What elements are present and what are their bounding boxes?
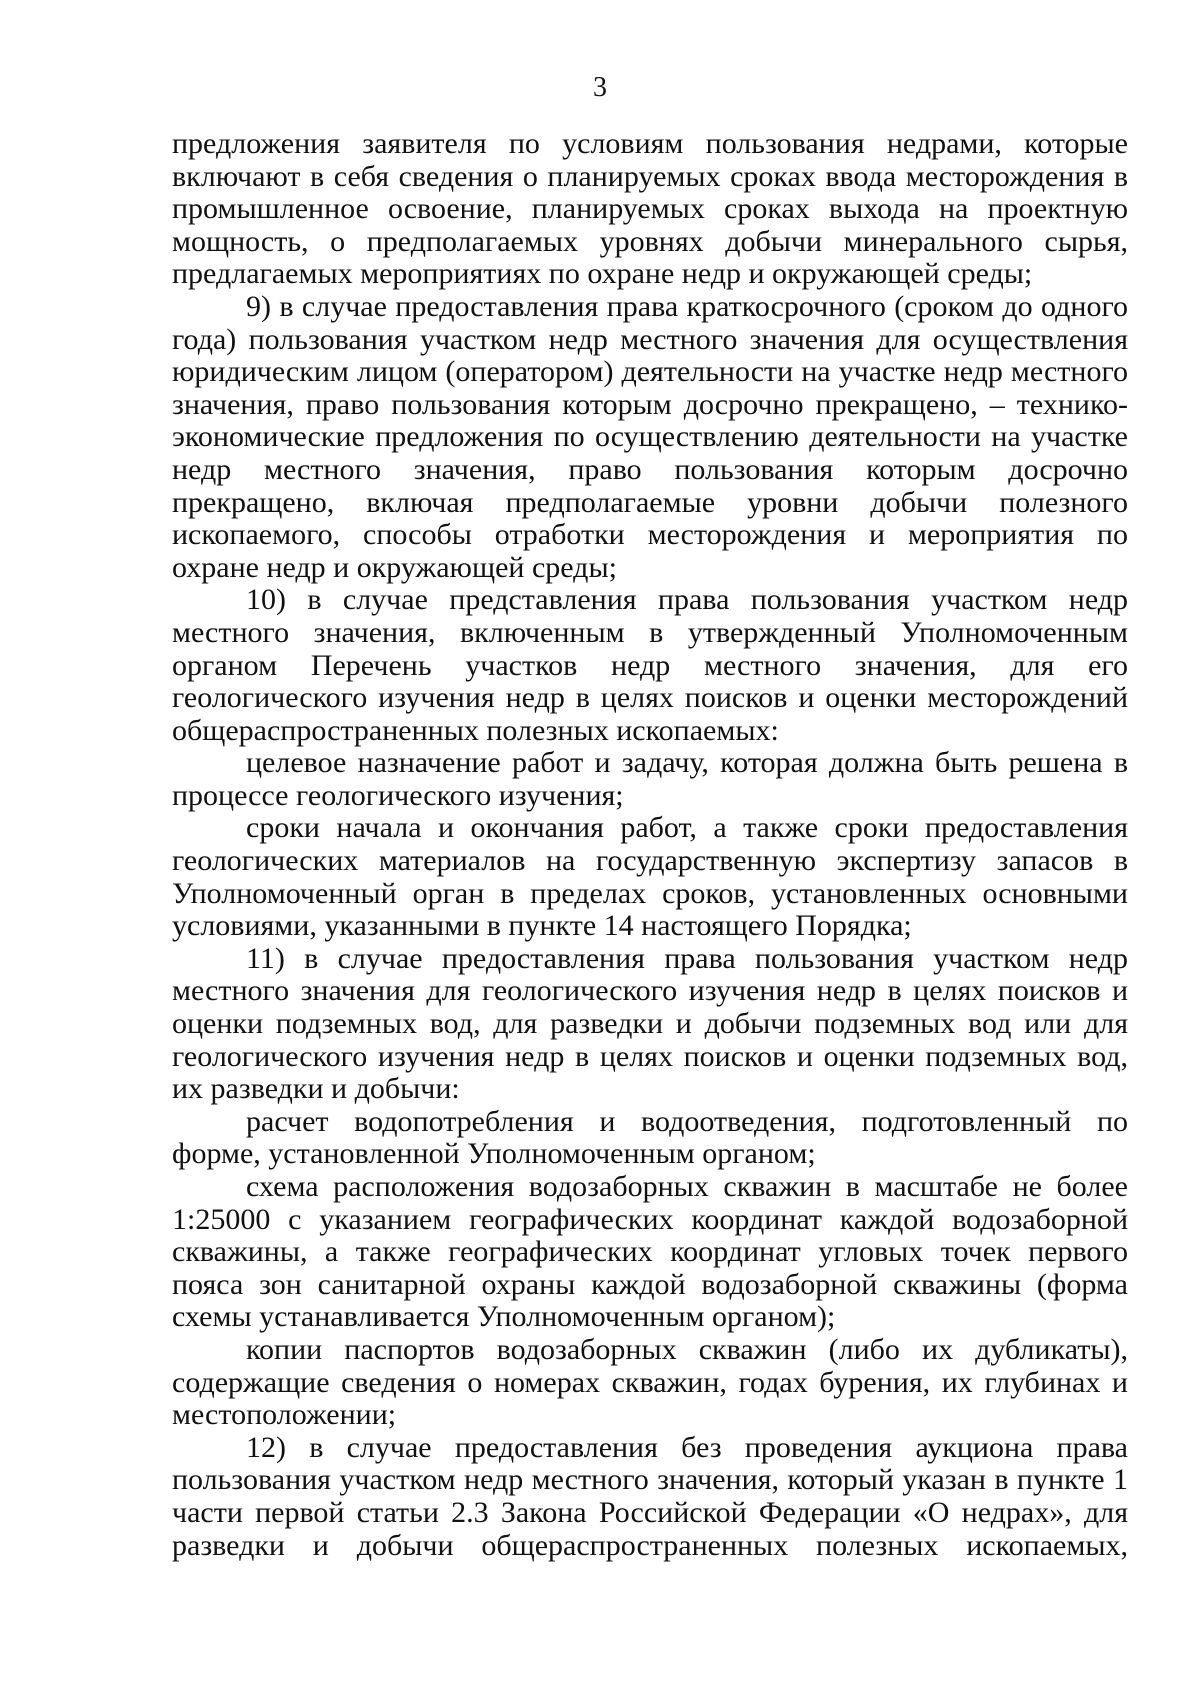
paragraph-purpose: целевое назначение работ и задачу, которая должна быть решена в процессе геологического изучения; (172, 746, 1128, 812)
paragraph-item-11: 11) в случае предоставления права пользования участком недр местного значения для геологического изучения недр в целях поисков и оценки подземных вод, для разведки и добычи подземных вод или для геологического изучения недр в целях поисков и оценки подземных вод, их разведки и добычи: (172, 941, 1128, 1106)
paragraph-continuation: предложения заявителя по условиям пользования недрами, которые включают в себя сведения о планируемых сроках ввода месторождения в промышленное освоение, планируемых сроках выхода на проектную мощность, о предполагаемых уровнях добычи минерального сырья, предлагаемых мероприятиях по охране недр и окружающей среды; (172, 127, 1128, 291)
paragraph-item-10: 10) в случае представления права пользования участком недр местного значения, включенным в утвержденный Уполномоченным органом Перечень участков недр местного значения, для его геологического изучения недр в целях поисков и оценки месторождений общераспространенных полезных ископаемых: (172, 583, 1128, 747)
paragraph-well-scheme: схема расположения водозаборных скважин в масштабе не более 1:25000 с указанием географических координат каждой водозаборной скважины, а также географических координат угловых точек первого пояса зон санитарной охраны каждой водозаборной скважины (форма схемы устанавливается Уполномоченным органом); (172, 1170, 1128, 1334)
page-number: 3 (593, 72, 607, 103)
paragraph-item-9: 9) в случае предоставления права краткосрочного (сроком до одного года) пользования участком недр местного значения для осуществления юридическим лицом (оператором) деятельности на участке недр местного значения, право пользования которым досрочно прекращено, – технико-экономические предложения по осуществлению деятельности на участке недр местного значения, право пользования которым досрочно прекращено, включая предполагаемые уровни добычи полезного ископаемого, способы отработки месторождения и мероприятия по охране недр и окружающей среды; (172, 289, 1128, 584)
paragraph-deadlines: сроки начала и окончания работ, а также сроки предоставления геологических материалов на государственную экспертизу запасов в Уполномоченный орган в пределах сроков, установленных основными условиями, указанными в пункте 14 настоящего Порядка; (172, 811, 1128, 943)
paragraph-item-12: 12) в случае предоставления без проведения аукциона права пользования участком недр местного значения, который указан в пункте 1 части первой статьи 2.3 Закона Российской Федерации «О недрах», для разведки и добычи общераспространенных полезных ископаемых, (172, 1430, 1128, 1562)
paragraph-well-passports: копии паспортов водозаборных скважин (либо их дубликаты), содержащие сведения о номерах скважин, годах бурения, их глубинах и местоположении; (172, 1332, 1128, 1432)
paragraph-water-calculation: расчет водопотребления и водоотведения, подготовленный по форме, установленной Уполномоченным органом; (172, 1104, 1128, 1171)
document-body (172, 128, 1128, 1562)
